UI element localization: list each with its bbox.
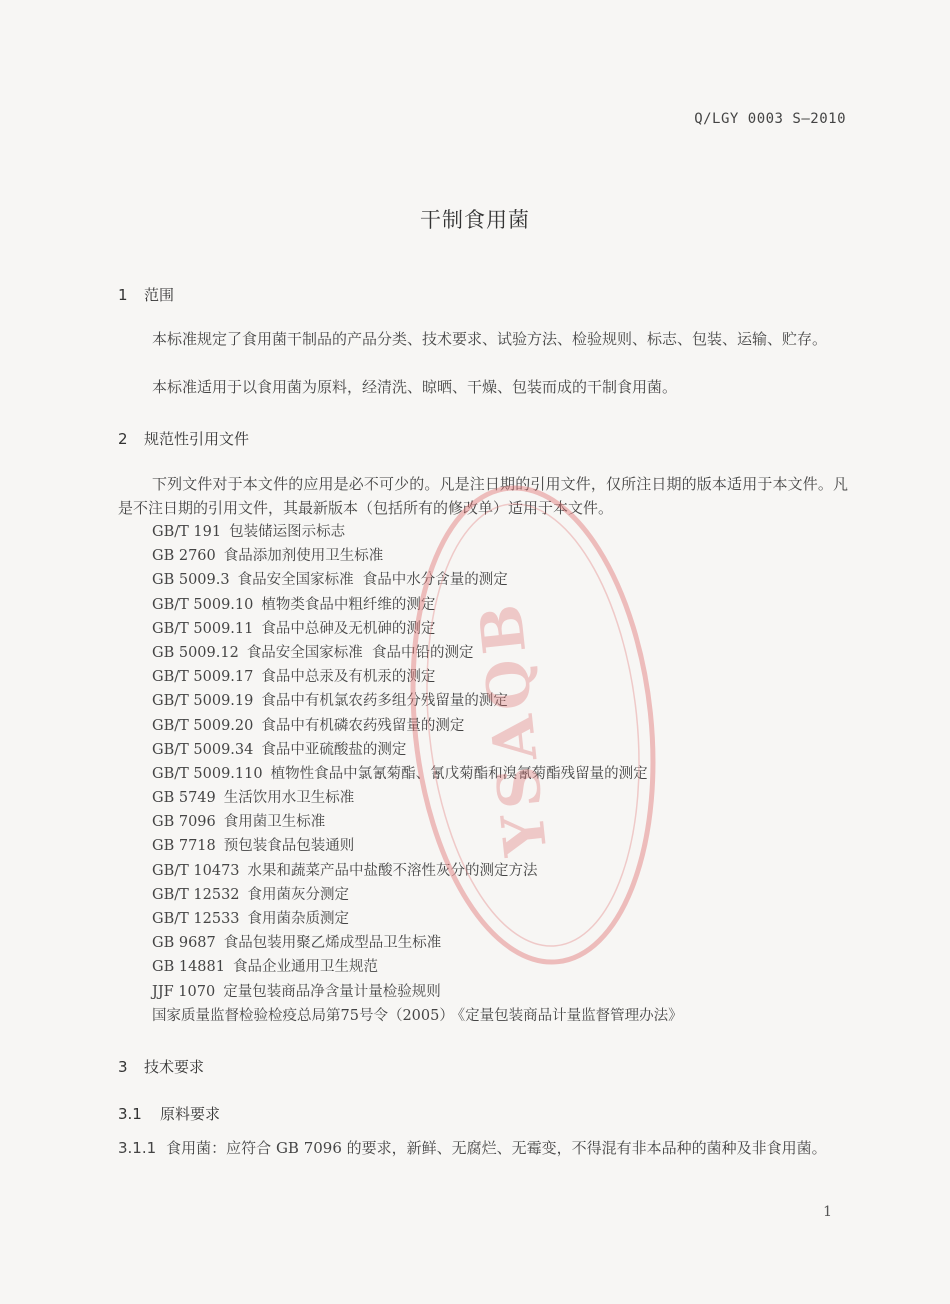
reference-item — [152, 883, 683, 907]
reference-code: GB/T 5009.19 — [152, 693, 254, 710]
reference-list — [152, 520, 683, 1028]
reference-code: GB/T 12532 — [152, 886, 240, 903]
reference-code: GB/T 5009.20 — [152, 717, 254, 734]
scope-paragraph-1: 本标准规定了食用菌干制品的产品分类、技术要求、试验方法、检验规则、标志、包装、运输、贮存。 — [152, 330, 828, 348]
section-label: 范围 — [144, 286, 175, 304]
reference-code: GB/T 191 — [152, 524, 222, 540]
section-label: 规范性引用文件 — [144, 430, 250, 448]
reference-title: 生活饮用水卫生标准 — [223, 790, 355, 807]
page-number: 1 — [823, 1204, 832, 1220]
reference-item — [152, 689, 683, 713]
reference-title: 定量包装商品净含量计量检验规则 — [223, 983, 441, 1000]
reference-item — [152, 786, 683, 810]
reference-title: 食品安全国家标准 食品中水分含量的测定 — [237, 572, 508, 589]
reference-item — [152, 665, 683, 689]
section-label: 原料要求 — [160, 1105, 221, 1123]
reference-code: GB 14881 — [152, 959, 225, 976]
reference-code: GB/T 5009.11 — [152, 620, 254, 637]
section-3-1-heading — [118, 1103, 220, 1124]
section-number: 2 — [118, 430, 128, 448]
section-label: 技术要求 — [144, 1058, 205, 1076]
reference-code: GB/T 5009.10 — [152, 596, 254, 613]
reference-code: GB/T 12533 — [152, 911, 240, 927]
reference-item — [152, 520, 683, 544]
reference-item — [152, 907, 683, 931]
reference-title: 包装储运图示标志 — [229, 524, 346, 540]
reference-title: 食品中总砷及无机砷的测定 — [261, 620, 436, 637]
reference-item — [152, 593, 683, 617]
reference-item — [152, 544, 683, 568]
standard-code: Q/LGY 0003 S—2010 — [694, 111, 846, 127]
reference-item — [152, 980, 683, 1004]
reference-item — [152, 834, 683, 858]
reference-item — [152, 762, 683, 786]
reference-code: JJF 1070 — [152, 983, 216, 1000]
reference-code: GB 7718 — [152, 838, 216, 855]
reference-code: GB/T 5009.17 — [152, 669, 254, 686]
clause-text: 食用菌：应符合 GB 7096 的要求，新鲜、无腐烂、无霉变，不得混有非本品种的菌种及非食用菌。 — [166, 1139, 827, 1157]
references-intro: 下列文件对于本文件的应用是必不可少的。凡是注日期的引用文件，仅所注日期的版本适用于本文件。凡是不注日期的引用文件，其最新版本（包括所有的修改单）适用于本文件。 — [118, 475, 848, 517]
reference-code: GB 2760 — [152, 548, 216, 565]
reference-code: GB 5009.12 — [152, 644, 239, 661]
reference-code: GB 5009.3 — [152, 572, 230, 589]
reference-item — [152, 641, 683, 665]
reference-item — [152, 955, 683, 979]
reference-title: 食品中有机磷农药残留量的测定 — [261, 717, 465, 734]
section-number: 3 — [118, 1058, 128, 1076]
reference-code: GB 7096 — [152, 814, 216, 831]
reference-item — [152, 1004, 683, 1028]
scope-paragraph-2: 本标准适用于以食用菌为原料，经清洗、晾晒、干燥、包装而成的干制食用菌。 — [152, 378, 678, 396]
reference-item — [152, 738, 683, 762]
section-number: 1 — [118, 286, 128, 304]
reference-title: 食用菌卫生标准 — [223, 814, 326, 831]
section-number: 3.1 — [118, 1105, 142, 1123]
reference-title: 水果和蔬菜产品中盐酸不溶性灰分的测定方法 — [247, 862, 538, 879]
reference-title: 食品中亚硫酸盐的测定 — [261, 741, 407, 758]
clause-number: 3.1.1 — [118, 1139, 157, 1157]
reference-item — [152, 859, 683, 883]
reference-title: 植物类食品中粗纤维的测定 — [261, 596, 436, 613]
reference-item — [152, 617, 683, 641]
reference-code: GB 5749 — [152, 790, 216, 807]
reference-title: 预包装食品包装通则 — [223, 838, 355, 855]
reference-title: 食品包装用聚乙烯成型品卫生标准 — [223, 935, 442, 952]
reference-code: 国家质量监督检验检疫总局第75号令（2005） — [152, 1007, 454, 1024]
reference-title: 食品企业通用卫生规范 — [232, 959, 378, 976]
reference-title: 食用菌杂质测定 — [247, 911, 350, 927]
reference-title: 食品安全国家标准 食品中铅的测定 — [246, 644, 474, 661]
reference-title: 食品中有机氯农药多组分残留量的测定 — [261, 693, 508, 710]
reference-item — [152, 568, 683, 592]
document-title: 干制食用菌 — [420, 208, 530, 232]
section-3-heading — [118, 1056, 204, 1077]
reference-code: GB/T 10473 — [152, 862, 240, 879]
reference-title: 食品添加剂使用卫生标准 — [223, 548, 384, 565]
reference-code: GB/T 5009.110 — [152, 765, 263, 782]
reference-title: 食用菌灰分测定 — [247, 886, 350, 903]
seal-text: YSAQB — [465, 595, 561, 859]
reference-item — [152, 931, 683, 955]
reference-title: 食品中总汞及有机汞的测定 — [261, 669, 436, 686]
reference-title: 植物性食品中氯氰菊酯、氰戊菊酯和溴氰菊酯残留量的测定 — [270, 765, 648, 782]
section-2-heading — [118, 428, 249, 449]
clause-3-1-1 — [118, 1136, 848, 1160]
reference-item — [152, 714, 683, 738]
reference-code: GB/T 5009.34 — [152, 741, 254, 758]
reference-title: 《定量包装商品计量监督管理办法》 — [457, 1007, 683, 1024]
section-1-heading — [118, 284, 174, 305]
reference-item — [152, 810, 683, 834]
reference-code: GB 9687 — [152, 935, 216, 952]
